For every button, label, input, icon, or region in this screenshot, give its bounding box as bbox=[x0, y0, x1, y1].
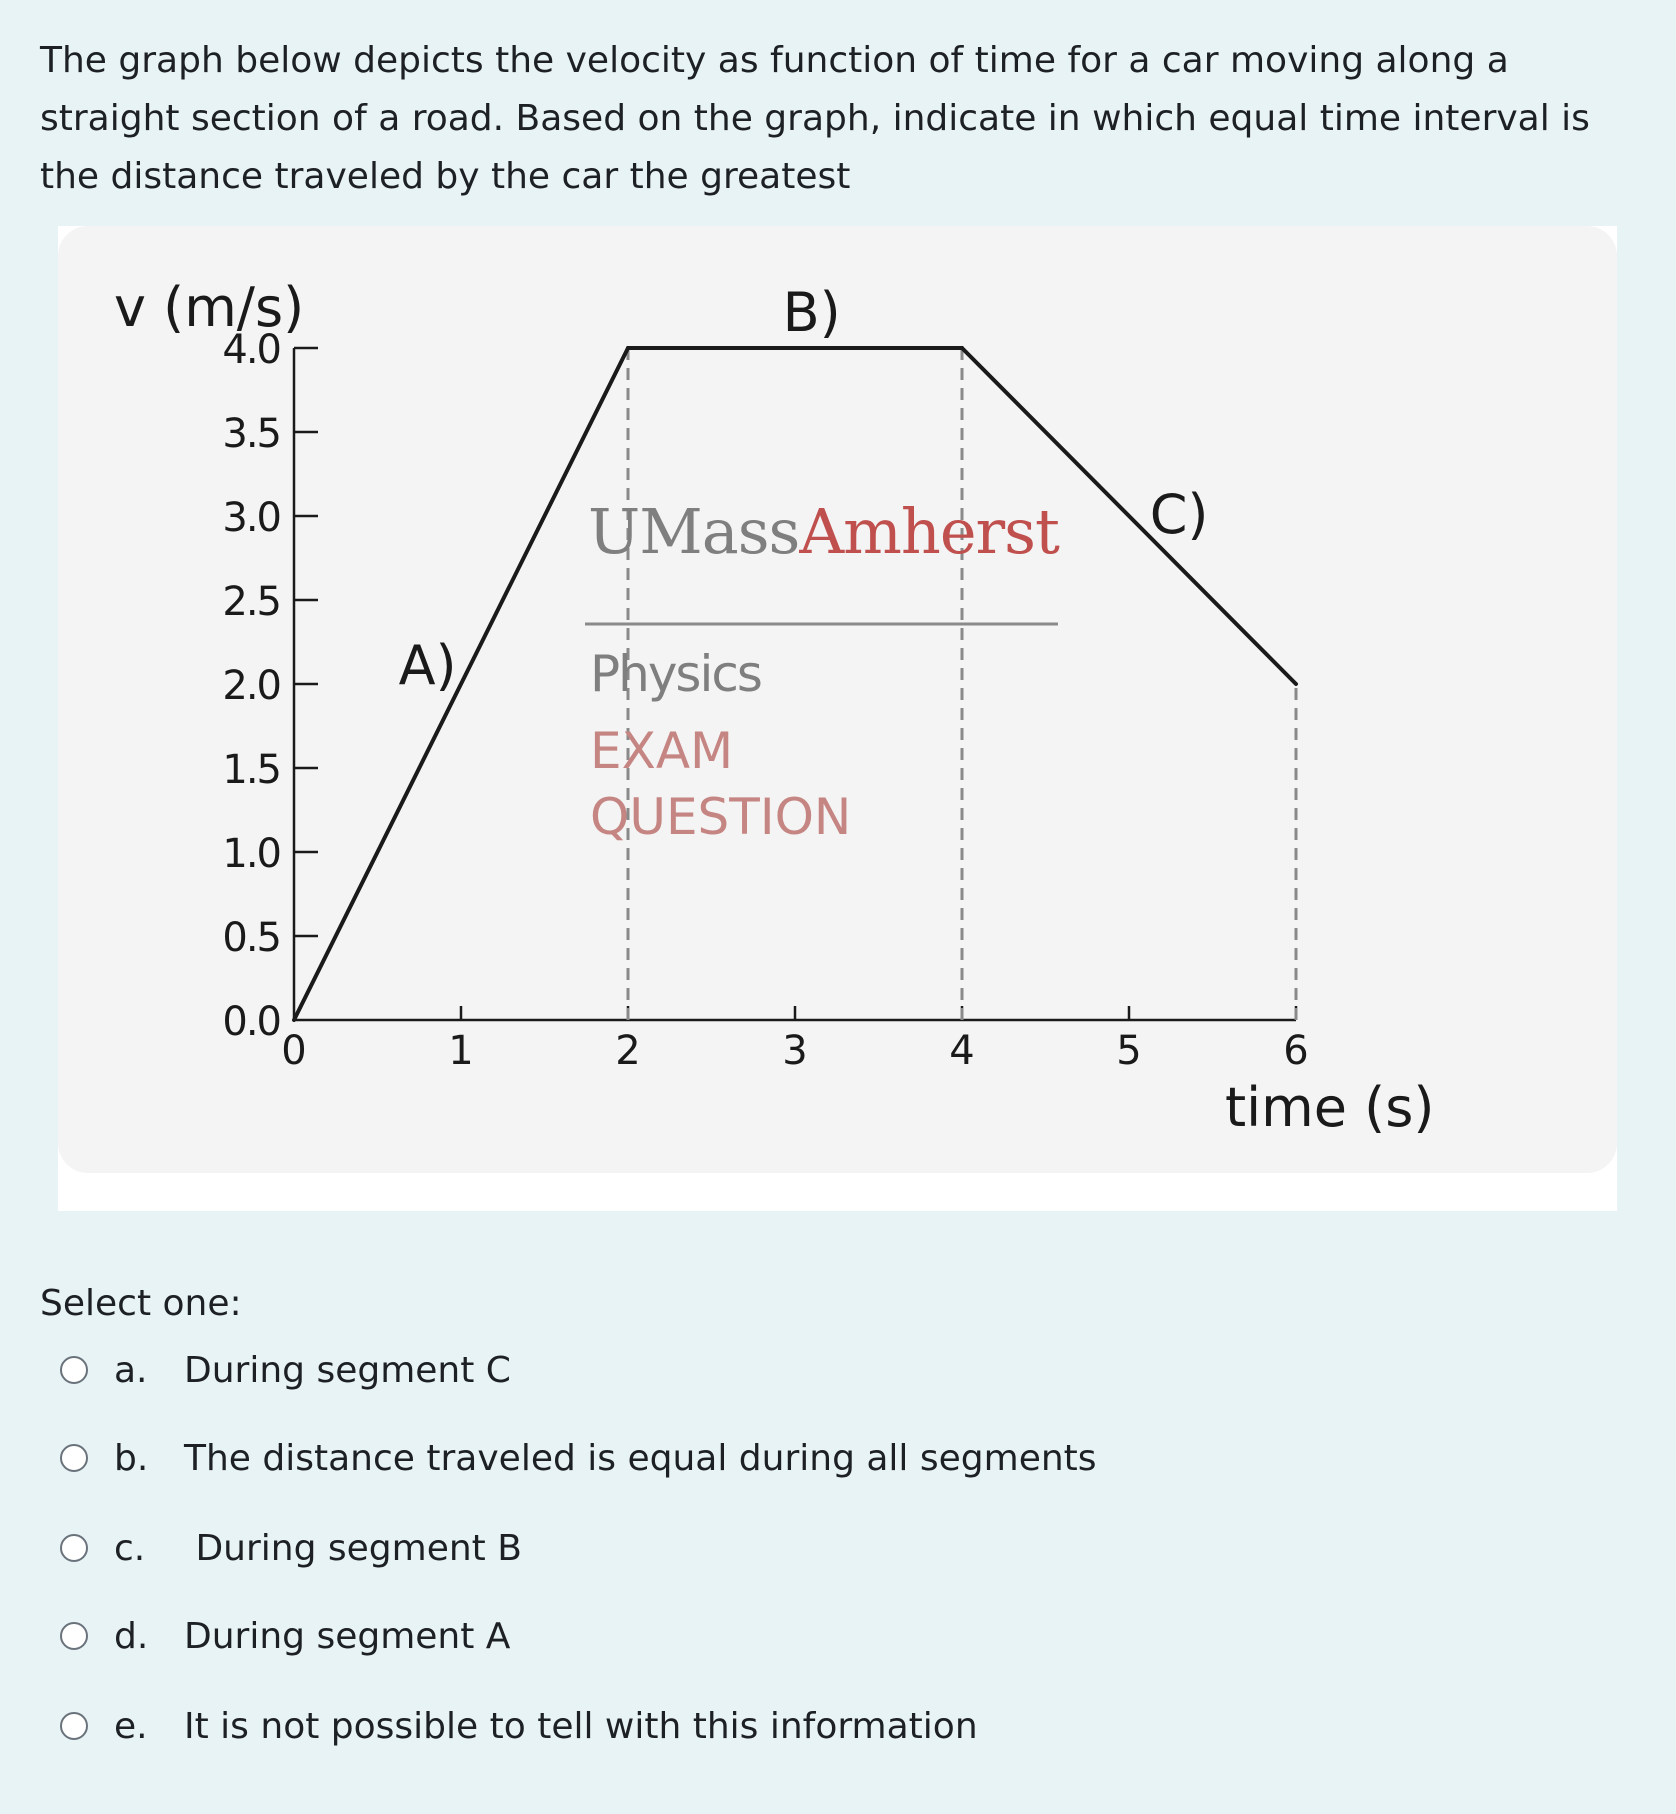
option-d[interactable] bbox=[60, 1612, 510, 1660]
option-b[interactable] bbox=[60, 1434, 1097, 1482]
y-tick-label: 0.5 bbox=[222, 915, 280, 961]
option-letter: c. bbox=[114, 1527, 146, 1569]
option-text: During segment A bbox=[184, 1615, 511, 1657]
figure-frame bbox=[58, 226, 1617, 1211]
option-c[interactable] bbox=[60, 1524, 522, 1572]
option-a[interactable] bbox=[60, 1346, 511, 1394]
y-tick-label: 1.0 bbox=[222, 831, 280, 877]
option-e[interactable] bbox=[60, 1702, 978, 1750]
x-axis-title: time (s) bbox=[1225, 1076, 1435, 1139]
x-tick-label: 0 bbox=[281, 1028, 307, 1074]
watermark-brand bbox=[588, 495, 1060, 568]
x-tick-label: 6 bbox=[1283, 1028, 1309, 1074]
option-letter: d. bbox=[114, 1615, 149, 1657]
x-tick-label: 1 bbox=[448, 1028, 474, 1074]
watermark-brand-red: Amherst bbox=[799, 495, 1059, 568]
y-tick-label: 4.0 bbox=[222, 327, 280, 373]
watermark-department: Physics bbox=[590, 645, 761, 703]
watermark-brand-gray: UMass bbox=[588, 495, 800, 568]
x-tick-label: 5 bbox=[1116, 1028, 1142, 1074]
y-tick-label: 3.0 bbox=[222, 495, 280, 541]
watermark bbox=[585, 495, 1060, 846]
x-tick-label: 3 bbox=[782, 1028, 808, 1074]
radio-button-icon[interactable] bbox=[60, 1356, 88, 1384]
x-tick-label: 2 bbox=[615, 1028, 641, 1074]
radio-button-icon[interactable] bbox=[60, 1534, 88, 1562]
watermark-exam: EXAM bbox=[590, 722, 734, 780]
radio-button-icon[interactable] bbox=[60, 1622, 88, 1650]
option-text: During segment B bbox=[184, 1527, 522, 1569]
segment-label: C) bbox=[1149, 482, 1209, 546]
select-one-label: Select one: bbox=[40, 1283, 242, 1324]
radio-button-icon[interactable] bbox=[60, 1444, 88, 1472]
y-tick-label: 1.5 bbox=[222, 747, 280, 793]
option-text: The distance traveled is equal during all segments bbox=[184, 1437, 1097, 1479]
radio-button-icon[interactable] bbox=[60, 1712, 88, 1740]
option-letter: e. bbox=[114, 1705, 148, 1747]
segment-label: B) bbox=[782, 281, 841, 345]
y-axis-title: v (m/s) bbox=[114, 276, 305, 339]
y-tick-label: 2.5 bbox=[222, 579, 280, 625]
option-letter: b. bbox=[114, 1437, 149, 1479]
question-text: The graph below depicts the velocity as function of time for a car moving along a straight section of a road. Based on the graph, indicate in which equal time interval is the distance traveled by the car the greatest bbox=[40, 40, 1590, 197]
velocity-time-chart bbox=[58, 226, 1617, 1173]
figure-panel bbox=[58, 226, 1617, 1173]
segment-label: A) bbox=[398, 634, 457, 697]
option-letter: a. bbox=[114, 1349, 148, 1391]
velocity-segment bbox=[294, 348, 628, 1020]
option-text: It is not possible to tell with this information bbox=[184, 1705, 978, 1747]
y-tick-label: 2.0 bbox=[222, 663, 280, 709]
x-tick-label: 4 bbox=[949, 1028, 975, 1074]
y-tick-label: 0.0 bbox=[222, 999, 280, 1045]
watermark-question: QUESTION bbox=[590, 788, 852, 846]
option-text: During segment C bbox=[184, 1349, 511, 1391]
y-tick-label: 3.5 bbox=[222, 411, 280, 457]
